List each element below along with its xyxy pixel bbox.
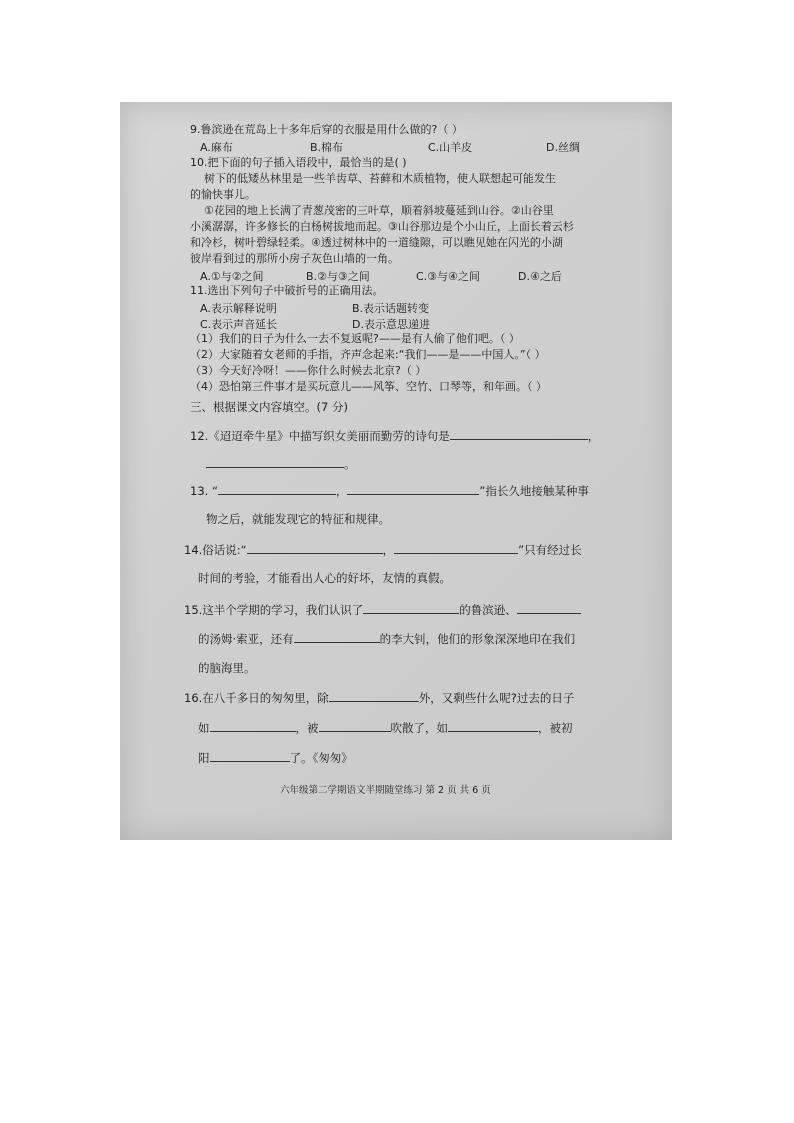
question-9-stem: 9.鲁滨逊在荒岛上十多年后穿的衣服是用什么做的?（ ） <box>190 123 463 136</box>
question-12-line-2 <box>206 455 356 472</box>
question-11-stem: 11.选出下列句子中破折号的正确用法。 <box>190 284 384 297</box>
q15-blank-1[interactable] <box>363 601 459 614</box>
q16-text-6: ，被初 <box>538 721 573 735</box>
q16-blank-5[interactable] <box>210 749 290 762</box>
q14-text-end: ”只有经过长 <box>518 543 582 557</box>
q16-text-7: 阳 <box>198 751 210 765</box>
q11-option-d: D.表示意思递进 <box>352 318 430 331</box>
question-14-line-1 <box>184 541 582 558</box>
q12-blank-1[interactable] <box>450 427 588 440</box>
question-16-line-2 <box>198 719 573 736</box>
q10-option-c: C.③与④之间 <box>416 270 480 283</box>
section-3-heading: 三、根据课文内容填空。(7 分) <box>190 400 348 414</box>
q10-passage-line: 的愉快事儿。 <box>190 188 256 201</box>
q11-item: （1）我们的日子为什么一去不复返呢?——是有人偷了他们吧。（ ） <box>190 332 520 345</box>
q15-text-4: 的李大钊，他们的形象深深地印在我们 <box>379 632 576 646</box>
q13-line-2: 物之后，就能发现它的特征和规律。 <box>206 512 390 526</box>
q16-text-5: 吹散了，如 <box>390 721 448 735</box>
q11-option-b: B.表示话题转变 <box>352 302 430 315</box>
question-16-line-1 <box>184 689 574 706</box>
q9-option-c: C.山羊皮 <box>428 141 473 154</box>
q14-line-2: 时间的考验，才能看出人心的好坏，友情的真假。 <box>198 571 451 585</box>
q14-blank-1[interactable] <box>247 541 383 554</box>
question-15-line-2 <box>198 630 575 647</box>
q15-text-3: 的汤姆·索亚，还有 <box>198 632 294 646</box>
q15-line-3: 的脑海里。 <box>198 661 256 675</box>
question-13-line-1 <box>190 482 589 499</box>
q9-option-a: A.麻布 <box>200 141 233 154</box>
q14-text: 14.俗话说:“ <box>184 543 247 557</box>
question-12-line-1 <box>190 427 599 444</box>
q16-blank-2[interactable] <box>210 719 296 732</box>
q11-item: （2）大家随着女老师的手指，齐声念起来:“我们——是——中国人。”（ ） <box>190 348 546 361</box>
q11-item: （4）恐怕第三件事才是买玩意儿——风筝、空竹、口琴等，和年画。（ ） <box>190 380 547 393</box>
q15-text: 15.这半个学期的学习，我们认识了 <box>184 603 364 617</box>
q15-text-2: 的鲁滨逊、 <box>459 603 517 617</box>
q12-comma: ， <box>587 429 600 443</box>
q11-option-c: C.表示声音延长 <box>200 318 278 331</box>
q14-blank-2[interactable] <box>394 541 518 554</box>
q13-text: 13. “ <box>190 484 218 498</box>
q16-blank-4[interactable] <box>448 719 538 732</box>
q16-text-2: 外，又剩些什么呢?过去的日子 <box>418 691 575 705</box>
q10-option-d: D.④之后 <box>518 270 562 283</box>
q10-passage-line: 和冷杉，树叶碧绿轻柔。④透过树林中的一道缝隙，可以瞧见她在闪光的小湖 <box>190 236 563 249</box>
page-footer: 六年级第二学期语文半期随堂练习 第 2 页 共 6 页 <box>280 785 491 796</box>
q15-blank-2[interactable] <box>517 601 581 614</box>
q12-text: 12.《迢迢牵牛星》中描写织女美丽而勤劳的诗句是 <box>190 429 450 443</box>
q11-item: （3）今天好冷呀！——你什么时候去北京?（ ） <box>190 364 427 377</box>
q9-option-d: D.丝绸 <box>546 141 580 154</box>
q16-blank-3[interactable] <box>319 719 391 732</box>
q10-option-b: B.②与③之间 <box>306 270 370 283</box>
q10-passage-line: 彼岸看到过的那所小房子灰色山墙的一角。 <box>190 252 399 265</box>
q13-blank-2[interactable] <box>347 482 479 495</box>
q9-option-b: B.棉布 <box>310 141 344 154</box>
q16-text-3: 如 <box>198 721 210 735</box>
q16-text-8: 了。《匆匆》 <box>289 751 353 765</box>
q10-option-a: A.①与②之间 <box>200 270 264 283</box>
q12-blank-2[interactable] <box>206 455 344 468</box>
q10-passage-line: 树下的低矮丛林里是一些羊齿草、苔藓和木质植物，使人联想起可能发生 <box>204 172 556 185</box>
q12-period: 。 <box>344 457 356 471</box>
q16-text-4: ，被 <box>295 721 319 735</box>
q16-text: 16.在八千多日的匆匆里，除 <box>184 691 329 705</box>
q13-blank-1[interactable] <box>218 482 336 495</box>
question-16-line-3 <box>198 749 353 766</box>
q15-blank-3[interactable] <box>294 630 380 643</box>
question-10-stem: 10.把下面的句子插入语段中，最恰当的是( ) <box>190 156 407 169</box>
q11-option-a: A.表示解释说明 <box>200 302 277 315</box>
q13-text-end: ”指长久地接触某种事 <box>479 484 589 498</box>
q14-comma: ， <box>382 543 395 557</box>
q16-blank-1[interactable] <box>329 689 419 702</box>
question-15-line-1 <box>184 601 581 618</box>
q10-passage-line: ①花园的地上长满了青葱茂密的三叶草，顺着斜坡蔓延到山谷。②山谷里 <box>204 204 554 217</box>
q13-comma: ， <box>335 484 348 498</box>
q10-passage-line: 小溪潺潺，许多修长的白杨树拔地而起。③山谷那边是个小山丘，上面长着云杉 <box>190 220 574 233</box>
